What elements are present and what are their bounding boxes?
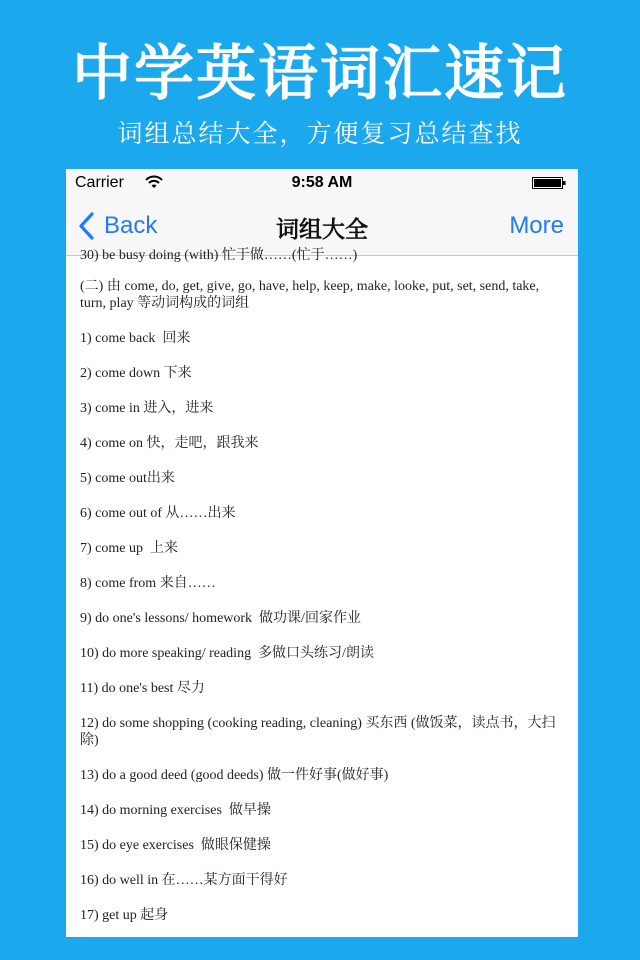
list-item-partial: 30) be busy doing (with) 忙于做……(忙于……) <box>80 248 358 263</box>
list-item: 7) come up 上来 <box>80 541 178 556</box>
list-item: 1) come back 回来 <box>80 331 191 346</box>
list-item: 13) do a good deed (good deeds) 做一件好事(做好事) <box>80 768 389 783</box>
list-item: 10) do more speaking/ reading 多做口头练习/朗读 <box>80 646 374 661</box>
phone-screen <box>66 169 578 937</box>
list-item: 5) come out出来 <box>80 471 175 486</box>
promo-title: 中学英语词汇速记 <box>72 39 568 109</box>
list-item: 4) come on 快，走吧，跟我来 <box>80 436 259 451</box>
list-item: 12) do some shopping (cooking reading, cleaning) 买东西 (做饭菜，读点书，大扫除) <box>80 716 556 748</box>
list-item: 17) get up 起身 <box>80 908 169 923</box>
content-text <box>80 247 568 942</box>
more-button[interactable]: More <box>509 212 564 239</box>
status-time: 9:58 AM <box>291 174 353 191</box>
content-scroll-area[interactable] <box>66 248 578 937</box>
page-title: 词组大全 <box>276 217 368 243</box>
battery-icon <box>532 177 566 189</box>
promo-subtitle: 词组总结大全，方便复习总结查找 <box>117 119 523 148</box>
list-item: 2) come down 下来 <box>80 366 192 381</box>
list-item: 11) do one's best 尽力 <box>80 681 205 696</box>
back-label: Back <box>104 212 158 239</box>
list-item: 15) do eye exercises 做眼保健操 <box>80 838 271 853</box>
list-item: 9) do one's lessons/ homework 做功课/回家作业 <box>80 611 361 626</box>
carrier-label: Carrier <box>75 174 124 191</box>
list-item: 3) come in 进入，进来 <box>80 401 214 416</box>
status-bar <box>66 169 578 197</box>
section-header: (二) 由 come, do, get, give, go, have, help, keep, make, looke, put, set, send, take, turn, play 等动词构成的词组 <box>80 279 543 311</box>
list-item: 8) come from 来自…… <box>80 576 216 591</box>
list-item: 16) do well in 在……某方面干得好 <box>80 873 288 888</box>
list-item: 14) do morning exercises 做早操 <box>80 803 271 818</box>
list-item: 6) come out of 从……出来 <box>80 506 236 521</box>
